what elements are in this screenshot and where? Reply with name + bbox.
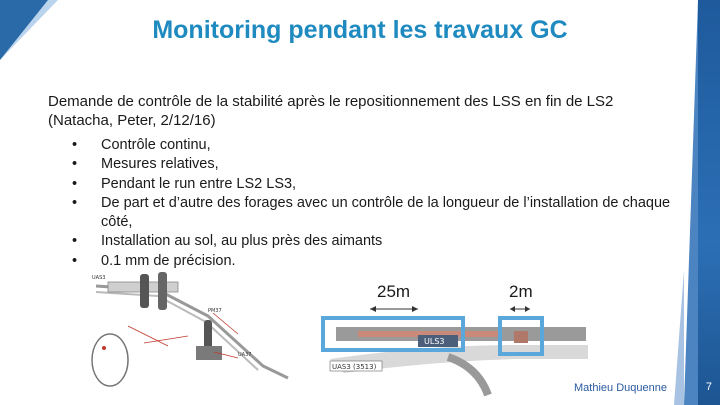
arrow-head-left	[510, 306, 515, 312]
bullet-icon: •	[72, 252, 78, 269]
joint-block	[514, 331, 528, 343]
tunnel-branch	[448, 357, 488, 395]
tunnel-path	[96, 286, 288, 378]
bullet-item	[72, 232, 672, 251]
bullet-icon: •	[72, 175, 78, 192]
side-band-decoration	[698, 0, 720, 405]
bullet-text: Installation au sol, au plus près des aimants	[101, 233, 383, 250]
intro-text: Demande de contrôle de la stabilité après le repositionnement des LSS en fin de LS2 (Natacha, Peter, 2/12/16)	[48, 93, 614, 129]
bullet-text: De part et d’autre des forages avec un contrôle de la longueur de l’installation de chaque côté,	[101, 194, 671, 231]
accelerator-ring	[92, 334, 128, 386]
bullet-item	[72, 194, 672, 233]
bullet-text: Pendant le run entre LS2 LS3,	[101, 175, 297, 192]
schematic-label: UAS3	[92, 275, 106, 281]
bullet-item	[72, 175, 672, 194]
distance-label-2m: 2m	[509, 282, 533, 301]
arrow-head-right	[412, 306, 418, 312]
bullet-icon: •	[72, 137, 78, 153]
slide-title: Monitoring pendant les travaux GC	[152, 16, 568, 44]
bullet-item	[72, 155, 672, 174]
shaft-cylinder	[158, 272, 167, 310]
side-band-decoration-accent	[674, 270, 684, 405]
distance-label-25m: 25m	[377, 282, 411, 301]
arrow-head-right	[525, 306, 530, 312]
uls3-closeup	[318, 275, 598, 400]
ring-marker	[102, 346, 106, 350]
bullet-icon: •	[72, 156, 78, 173]
uls3-label: ULS3	[424, 337, 445, 346]
side-band-decoration-edge	[684, 0, 698, 405]
code-label: UAS3 (3513)	[332, 363, 377, 371]
bullet-icon: •	[72, 194, 78, 211]
leader-line	[128, 326, 168, 346]
footer-author: Mathieu Duquenne	[574, 382, 667, 394]
arrow-head-left	[370, 306, 376, 312]
bullet-list	[72, 136, 672, 271]
bullet-text: 0.1 mm de précision.	[101, 252, 236, 269]
bullet-text: Mesures relatives,	[101, 156, 219, 173]
schematic-label: UA37	[238, 352, 252, 358]
installation-schematic	[88, 268, 308, 398]
schematic-label: PM37	[208, 308, 222, 314]
bullet-icon: •	[72, 233, 78, 250]
bullet-text: Contrôle continu,	[101, 137, 211, 153]
page-number: 7	[705, 381, 712, 393]
tunnel-path-secondary	[96, 292, 258, 370]
shaft-cylinder	[140, 274, 149, 308]
bullet-item	[72, 136, 672, 155]
